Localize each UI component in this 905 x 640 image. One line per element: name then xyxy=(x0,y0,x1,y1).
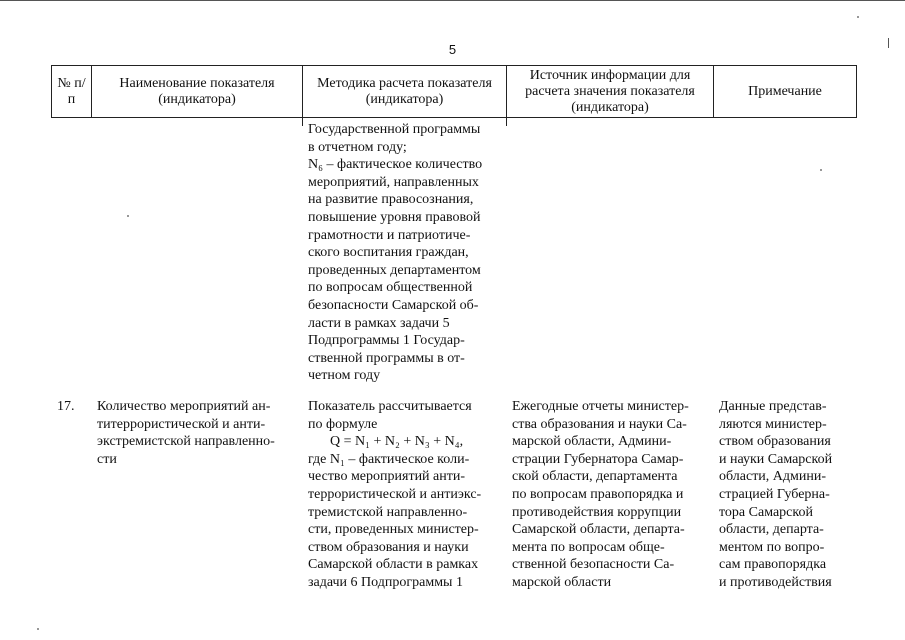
note-line: и противодействия xyxy=(719,574,832,590)
method-line: сти, проведенных министер- xyxy=(308,522,479,538)
method-line: террористической и антиэкс- xyxy=(308,486,482,502)
row-name-cell xyxy=(97,398,297,468)
header-cell-note xyxy=(713,65,857,118)
method-line: на развитие правосознания, xyxy=(308,192,474,208)
method-line: ласти в рамках задачи 5 xyxy=(308,315,450,331)
note-line: области, департа- xyxy=(719,522,824,538)
source-line: ской области, департамента xyxy=(512,469,678,485)
method-line: ственной программы в от- xyxy=(308,350,465,366)
method-line: безопасности Самарской об- xyxy=(308,297,479,313)
method-line: в отчетном году; xyxy=(308,139,407,155)
row-method-cell xyxy=(308,398,500,592)
continuation-method-cell xyxy=(308,121,500,385)
method-column-rule xyxy=(302,117,303,126)
note-line: ментом по вопро- xyxy=(719,539,825,555)
source-line: по вопросам правопорядка и xyxy=(512,486,684,502)
source-line: ственной безопасности Са- xyxy=(512,557,675,573)
method-line: чество мероприятий анти- xyxy=(308,469,466,485)
source-line: ства образования и науки Са- xyxy=(512,416,687,432)
method-line: по формуле xyxy=(308,416,378,432)
name-line: Количество мероприятий ан- xyxy=(97,399,271,414)
header-cell-name xyxy=(91,65,303,118)
source-line: противодействия коррупции xyxy=(512,504,682,520)
method-line: N₆ – фактическое количество xyxy=(308,157,483,173)
method-line: грамотности и патриотиче- xyxy=(308,227,471,243)
note-line: Данные представ- xyxy=(719,399,827,414)
method-line: мероприятий, направленных xyxy=(308,174,479,190)
row-number: 17. xyxy=(57,399,75,414)
note-line: ляются министер- xyxy=(719,416,827,432)
method-line: Подпрограммы 1 Государ- xyxy=(308,333,465,349)
note-line: ством образования xyxy=(719,434,831,450)
name-line: титеррористической и анти- xyxy=(97,416,266,432)
source-line: Самарской области, департа- xyxy=(512,522,685,538)
source-line: Ежегодные отчеты министер- xyxy=(512,399,689,414)
header-source-label: Источник информации для расчета значения показателя (индикатора) xyxy=(525,67,695,115)
source-line: марской области, Админи- xyxy=(512,434,672,450)
method-line: проведенных департаментом xyxy=(308,262,481,278)
header-cell-source xyxy=(506,65,714,118)
scan-speck xyxy=(857,16,859,18)
header-cell-method xyxy=(302,65,507,118)
source-line: марской области xyxy=(512,574,612,590)
name-line: экстремистской направленно- xyxy=(97,434,275,450)
header-number-label: № п/п xyxy=(57,75,86,107)
formula-line: Q = N₁ + N₂ + N₃ + N₄, xyxy=(330,434,464,450)
note-line: области, Админи- xyxy=(719,469,827,485)
method-line: тремистской направленно- xyxy=(308,504,468,520)
method-line: задачи 6 Подпрограммы 1 xyxy=(308,574,463,590)
source-line: мента по вопросам обще- xyxy=(512,539,665,555)
header-name-label: Наименование показателя (индикатора) xyxy=(119,75,275,107)
method-column-rule xyxy=(506,117,507,126)
method-line: ского воспитания граждан, xyxy=(308,245,469,261)
note-line: страцией Губерна- xyxy=(719,486,830,502)
page-number: 5 xyxy=(448,42,457,57)
source-line: страции Губернатора Самар- xyxy=(512,451,684,467)
method-line: ством образования и науки xyxy=(308,539,469,555)
row-note-cell xyxy=(719,398,853,592)
method-line: Показатель рассчитывается xyxy=(308,399,472,414)
note-line: сам правопорядка xyxy=(719,557,827,573)
method-line: Государственной программы xyxy=(308,122,481,137)
name-line: сти xyxy=(97,451,117,467)
method-line: повышение уровня правовой xyxy=(308,209,481,225)
method-line: где N₁ – фактическое коли- xyxy=(308,451,470,467)
method-line: Самарской области в рамках xyxy=(308,557,479,573)
header-note-label: Примечание xyxy=(748,83,822,99)
scan-speck xyxy=(37,628,39,630)
scan-speck xyxy=(820,169,822,171)
header-method-label: Методика расчета показателя (индикатора) xyxy=(317,75,492,107)
scan-speck xyxy=(127,215,129,217)
header-cell-number xyxy=(51,65,92,118)
note-line: и науки Самарской xyxy=(719,451,833,467)
method-line: четном году xyxy=(308,368,381,384)
scan-edge-line xyxy=(0,0,905,1)
note-line: тора Самарской xyxy=(719,504,813,520)
row-number-cell xyxy=(57,398,89,416)
method-line: по вопросам общественной xyxy=(308,280,473,296)
row-source-cell xyxy=(512,398,708,592)
